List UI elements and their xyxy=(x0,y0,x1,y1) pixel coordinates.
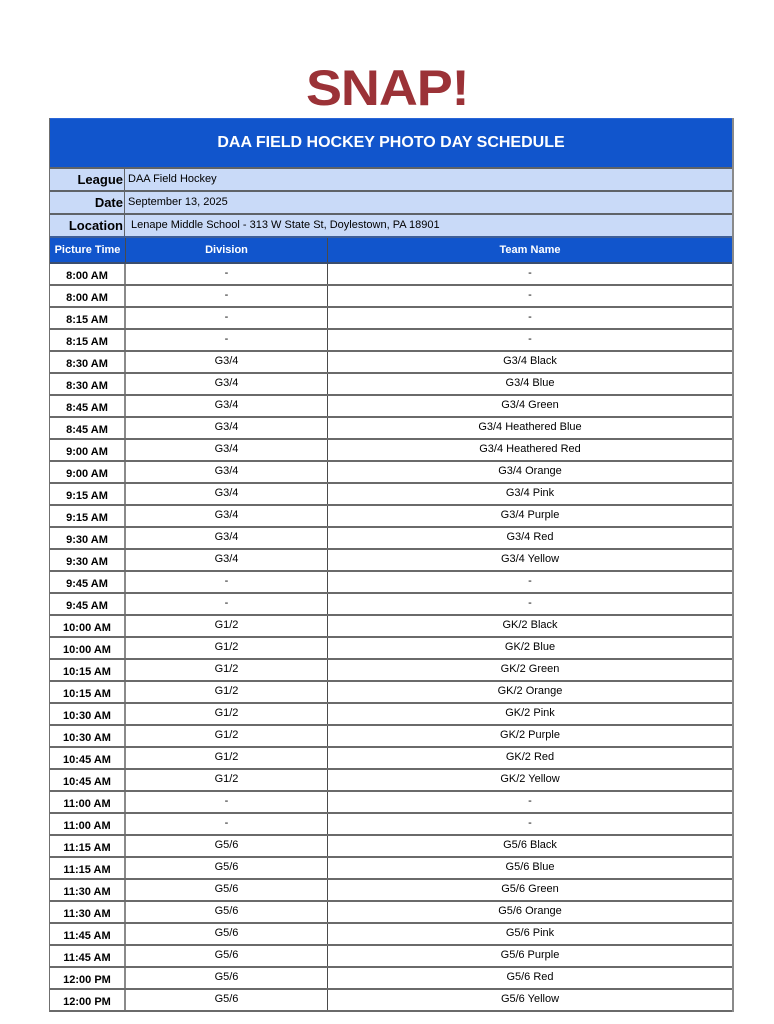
table-row xyxy=(50,352,732,374)
time-cell: 11:15 AM xyxy=(50,836,126,856)
header-team-name: Team Name xyxy=(499,244,561,256)
team-name-cell: G3/4 Pink xyxy=(505,487,555,499)
time-cell: 9:15 AM xyxy=(50,506,126,526)
team-name-cell: - xyxy=(528,289,532,301)
team-name-cell: G3/4 Yellow xyxy=(500,553,560,565)
team-name-cell: - xyxy=(528,267,532,279)
time-cell: 9:45 AM xyxy=(50,572,126,592)
team-name-cell: G5/6 Red xyxy=(506,971,554,983)
team-name-cell: GK/2 Yellow xyxy=(500,773,560,785)
team-name-cell: G3/4 Orange xyxy=(498,465,562,477)
table-row xyxy=(50,814,732,836)
time-cell: 11:45 AM xyxy=(50,946,126,966)
division-cell: - xyxy=(126,792,328,812)
time-cell: 8:45 AM xyxy=(50,396,126,416)
league-value: DAA Field Hockey xyxy=(128,173,217,185)
time-cell: 10:30 AM xyxy=(50,726,126,746)
time-cell: 8:15 AM xyxy=(50,330,126,350)
time-cell: 8:45 AM xyxy=(50,418,126,438)
time-cell: 8:00 AM xyxy=(50,286,126,306)
team-name-cell: - xyxy=(528,795,532,807)
table-row xyxy=(50,550,732,572)
table-row xyxy=(50,396,732,418)
table-row xyxy=(50,330,732,352)
team-name-cell: G3/4 Heathered Blue xyxy=(478,421,582,433)
team-name-cell: G5/6 Purple xyxy=(500,949,560,961)
time-cell: 11:30 AM xyxy=(50,880,126,900)
time-cell: 10:15 AM xyxy=(50,660,126,680)
division-cell: - xyxy=(126,814,328,834)
time-cell: 9:00 AM xyxy=(50,440,126,460)
table-row xyxy=(50,484,732,506)
team-name-cell: G5/6 Blue xyxy=(505,861,555,873)
header-picture-time: Picture Time xyxy=(50,238,126,262)
time-cell: 12:00 PM xyxy=(50,990,126,1010)
time-cell: 10:30 AM xyxy=(50,704,126,724)
team-name-cell: GK/2 Green xyxy=(500,663,560,675)
time-cell: 9:45 AM xyxy=(50,594,126,614)
table-row xyxy=(50,726,732,748)
time-cell: 8:15 AM xyxy=(50,308,126,328)
table-row xyxy=(50,902,732,924)
table-row xyxy=(50,418,732,440)
table-row xyxy=(50,308,732,330)
time-cell: 10:45 AM xyxy=(50,748,126,768)
division-cell: G5/6 xyxy=(126,946,328,966)
team-name-cell: GK/2 Pink xyxy=(505,707,555,719)
division-cell: - xyxy=(126,308,328,328)
division-cell: G3/4 xyxy=(126,528,328,548)
division-cell: G3/4 xyxy=(126,506,328,526)
division-cell: G3/4 xyxy=(126,440,328,460)
table-row xyxy=(50,440,732,462)
table-row xyxy=(50,264,732,286)
team-name-cell: - xyxy=(528,817,532,829)
time-cell: 10:45 AM xyxy=(50,770,126,790)
division-cell: - xyxy=(126,330,328,350)
table-row xyxy=(50,572,732,594)
team-name-cell: G3/4 Heathered Red xyxy=(479,443,581,455)
table-row xyxy=(50,462,732,484)
date-label: Date xyxy=(50,192,125,213)
team-name-cell: G5/6 Green xyxy=(501,883,559,895)
division-cell: G5/6 xyxy=(126,990,328,1010)
table-row xyxy=(50,660,732,682)
time-cell: 10:15 AM xyxy=(50,682,126,702)
team-name-cell: GK/2 Red xyxy=(505,751,555,763)
team-name-cell: GK/2 Blue xyxy=(504,641,556,653)
time-cell: 8:00 AM xyxy=(50,264,126,284)
logo-area xyxy=(0,60,774,116)
time-cell: 11:00 AM xyxy=(50,814,126,834)
schedule-sheet xyxy=(49,118,734,1012)
division-cell: G1/2 xyxy=(126,704,328,724)
table-row xyxy=(50,880,732,902)
division-cell: G1/2 xyxy=(126,616,328,636)
table-header xyxy=(50,236,732,264)
time-cell: 11:45 AM xyxy=(50,924,126,944)
table-row xyxy=(50,638,732,660)
team-name-cell: GK/2 Orange xyxy=(497,685,563,697)
time-cell: 9:15 AM xyxy=(50,484,126,504)
table-row xyxy=(50,968,732,990)
info-row-date xyxy=(50,190,732,213)
team-name-cell: G5/6 Black xyxy=(503,839,557,851)
division-cell: - xyxy=(126,286,328,306)
header-division: Division xyxy=(126,238,328,262)
schedule-title: DAA FIELD HOCKEY PHOTO DAY SCHEDULE xyxy=(50,118,732,167)
location-label: Location xyxy=(50,215,125,236)
info-row-location xyxy=(50,213,732,236)
time-cell: 11:15 AM xyxy=(50,858,126,878)
team-name-cell: G3/4 Black xyxy=(503,355,557,367)
location-value: Lenape Middle School - 313 W State St, Doylestown, PA 18901 xyxy=(131,219,440,231)
table-row xyxy=(50,792,732,814)
time-cell: 8:30 AM xyxy=(50,352,126,372)
division-cell: G5/6 xyxy=(126,836,328,856)
time-cell: 9:30 AM xyxy=(50,528,126,548)
time-cell: 11:00 AM xyxy=(50,792,126,812)
team-name-cell: G3/4 Purple xyxy=(500,509,560,521)
division-cell: G5/6 xyxy=(126,924,328,944)
time-cell: 11:30 AM xyxy=(50,902,126,922)
team-name-cell: - xyxy=(528,333,532,345)
division-cell: G5/6 xyxy=(126,968,328,988)
date-value: September 13, 2025 xyxy=(128,196,228,208)
division-cell: G3/4 xyxy=(126,418,328,438)
division-cell: G5/6 xyxy=(126,880,328,900)
table-row xyxy=(50,924,732,946)
time-cell: 9:00 AM xyxy=(50,462,126,482)
time-cell: 8:30 AM xyxy=(50,374,126,394)
division-cell: - xyxy=(126,572,328,592)
division-cell: G1/2 xyxy=(126,638,328,658)
table-row xyxy=(50,704,732,726)
team-name-cell: G5/6 Orange xyxy=(498,905,562,917)
team-name-cell: G5/6 Pink xyxy=(505,927,555,939)
division-cell: G3/4 xyxy=(126,484,328,504)
division-cell: G1/2 xyxy=(126,748,328,768)
table-row xyxy=(50,858,732,880)
time-cell: 9:30 AM xyxy=(50,550,126,570)
division-cell: G3/4 xyxy=(126,462,328,482)
table-row xyxy=(50,990,732,1012)
table-row xyxy=(50,286,732,308)
division-cell: G1/2 xyxy=(126,726,328,746)
division-cell: G1/2 xyxy=(126,770,328,790)
division-cell: G1/2 xyxy=(126,660,328,680)
table-row xyxy=(50,748,732,770)
table-row xyxy=(50,836,732,858)
team-name-cell: G3/4 Blue xyxy=(505,377,555,389)
team-name-cell: G3/4 Red xyxy=(506,531,554,543)
division-cell: G5/6 xyxy=(126,902,328,922)
table-row xyxy=(50,616,732,638)
team-name-cell: - xyxy=(528,597,532,609)
time-cell: 10:00 AM xyxy=(50,616,126,636)
league-label: League xyxy=(50,169,125,190)
team-name-cell: GK/2 Black xyxy=(502,619,558,631)
team-name-cell: - xyxy=(528,311,532,323)
table-row xyxy=(50,682,732,704)
table-row xyxy=(50,528,732,550)
time-cell: 12:00 PM xyxy=(50,968,126,988)
team-name-cell: - xyxy=(528,575,532,587)
time-cell: 10:00 AM xyxy=(50,638,126,658)
division-cell: G3/4 xyxy=(126,352,328,372)
table-row xyxy=(50,374,732,396)
info-row-league xyxy=(50,167,732,190)
schedule-rows xyxy=(50,264,732,1012)
team-name-cell: GK/2 Purple xyxy=(500,729,560,741)
division-cell: G3/4 xyxy=(126,374,328,394)
table-row xyxy=(50,594,732,616)
team-name-cell: G3/4 Green xyxy=(501,399,559,411)
division-cell: - xyxy=(126,264,328,284)
table-row xyxy=(50,946,732,968)
table-row xyxy=(50,770,732,792)
division-cell: G5/6 xyxy=(126,858,328,878)
table-row xyxy=(50,506,732,528)
division-cell: - xyxy=(126,594,328,614)
division-cell: G3/4 xyxy=(126,550,328,570)
division-cell: G3/4 xyxy=(126,396,328,416)
snap-logo: SNAP! xyxy=(305,60,469,116)
division-cell: G1/2 xyxy=(126,682,328,702)
team-name-cell: G5/6 Yellow xyxy=(500,993,560,1005)
